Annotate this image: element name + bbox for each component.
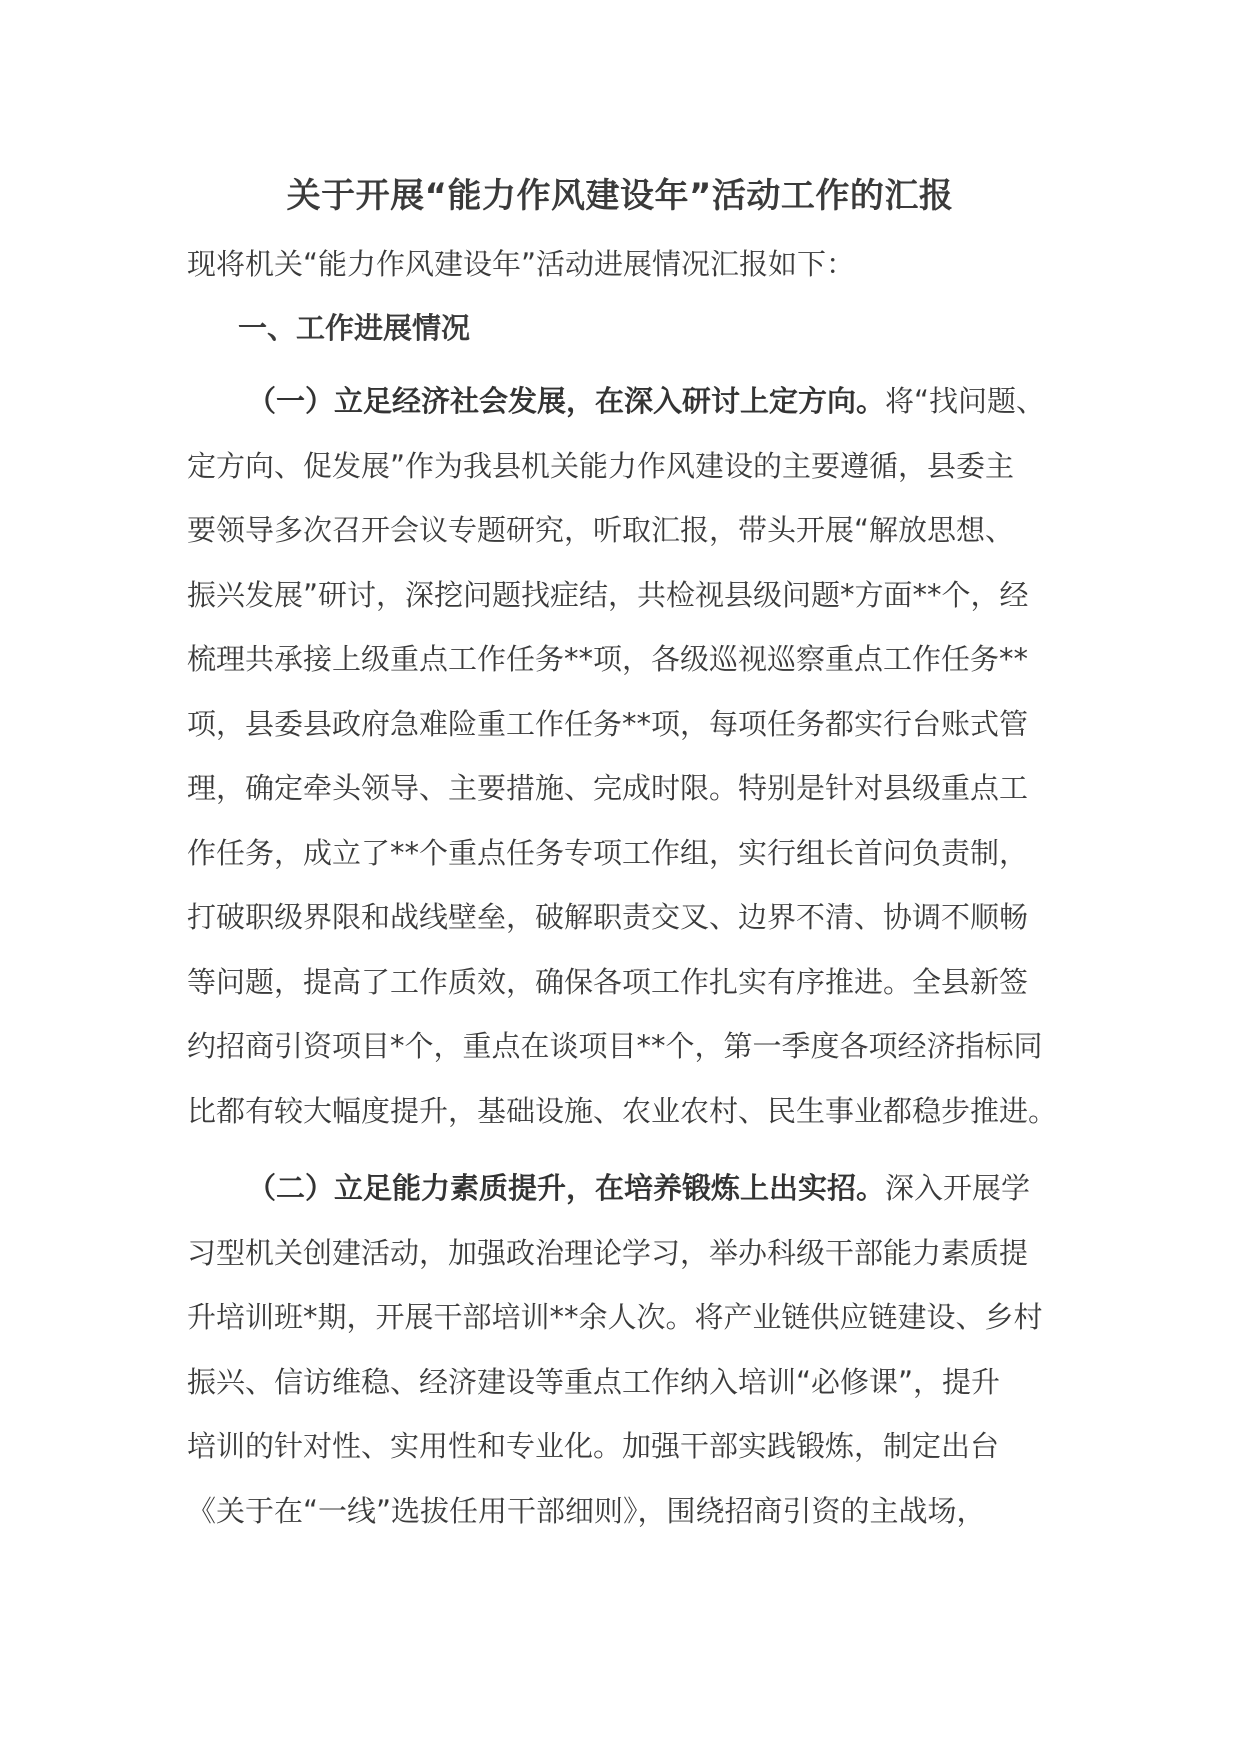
paragraph-line: 梳理共承接上级重点工作任务**项，各级巡视巡察重点工作任务** bbox=[187, 642, 1029, 676]
paragraph-line: 培训的针对性、实用性和专业化。加强干部实践锻炼，制定出台 bbox=[187, 1429, 1000, 1463]
paragraph-line: 要领导多次召开会议专题研究，听取汇报，带头开展“解放思想、 bbox=[187, 513, 1015, 547]
section-2-paragraph bbox=[187, 1156, 1067, 1543]
paragraph-line: 比都有较大幅度提升，基础设施、农业农村、民生事业都稳步推进。 bbox=[187, 1093, 1058, 1128]
section-1-lead: （一）立足经济社会发展，在深入研讨上定方向。 bbox=[247, 384, 886, 418]
paragraph-line: 升培训班*期，开展干部培训**余人次。将产业链供应链建设、乡村 bbox=[187, 1300, 1043, 1334]
section-heading-work-progress: 一、工作进展情况 bbox=[238, 311, 471, 345]
paragraph-line: 振兴、信访维稳、经济建设等重点工作纳入培训“必修课”，提升 bbox=[187, 1364, 1001, 1399]
paragraph-line: 打破职级界限和战线壁垒，破解职责交叉、边界不清、协调不顺畅 bbox=[187, 900, 1029, 934]
paragraph-line: 定方向、促发展”作为我县机关能力作风建设的主要遵循，县委主 bbox=[187, 448, 1015, 483]
paragraph-text: 将“找问题、 bbox=[885, 384, 1046, 418]
paragraph-line: 约招商引资项目*个，重点在谈项目**个，第一季度各项经济指标同 bbox=[187, 1029, 1043, 1063]
paragraph-line: 等问题，提高了工作质效，确保各项工作扎实有序推进。全县新签 bbox=[187, 964, 1029, 999]
section-1-paragraph bbox=[187, 369, 1067, 1143]
paragraph-line: 振兴发展”研讨，深挖问题找症结，共检视县级问题*方面**个，经 bbox=[187, 577, 1029, 612]
paragraph-line bbox=[187, 1156, 1067, 1221]
paragraph-line bbox=[187, 369, 1067, 434]
paragraph-line: 《关于在“一线”选拔任用干部细则》，围绕招商引资的主战场， bbox=[187, 1493, 986, 1528]
paragraph-text: 深入开展学 bbox=[885, 1171, 1031, 1205]
paragraph-line: 习型机关创建活动，加强政治理论学习，举办科级干部能力素质提 bbox=[187, 1235, 1029, 1270]
document-title: 关于开展“能力作风建设年”活动工作的汇报 bbox=[286, 176, 954, 216]
intro-paragraph: 现将机关“能力作风建设年”活动进展情况汇报如下： bbox=[187, 247, 856, 281]
paragraph-line: 作任务，成立了**个重点任务专项工作组，实行组长首问负责制， bbox=[187, 835, 1029, 870]
paragraph-line: 理，确定牵头领导、主要措施、完成时限。特别是针对县级重点工 bbox=[187, 771, 1029, 805]
paragraph-line: 项，县委县政府急难险重工作任务**项，每项任务都实行台账式管 bbox=[187, 706, 1029, 741]
section-2-lead: （二）立足能力素质提升，在培养锻炼上出实招。 bbox=[247, 1171, 886, 1205]
